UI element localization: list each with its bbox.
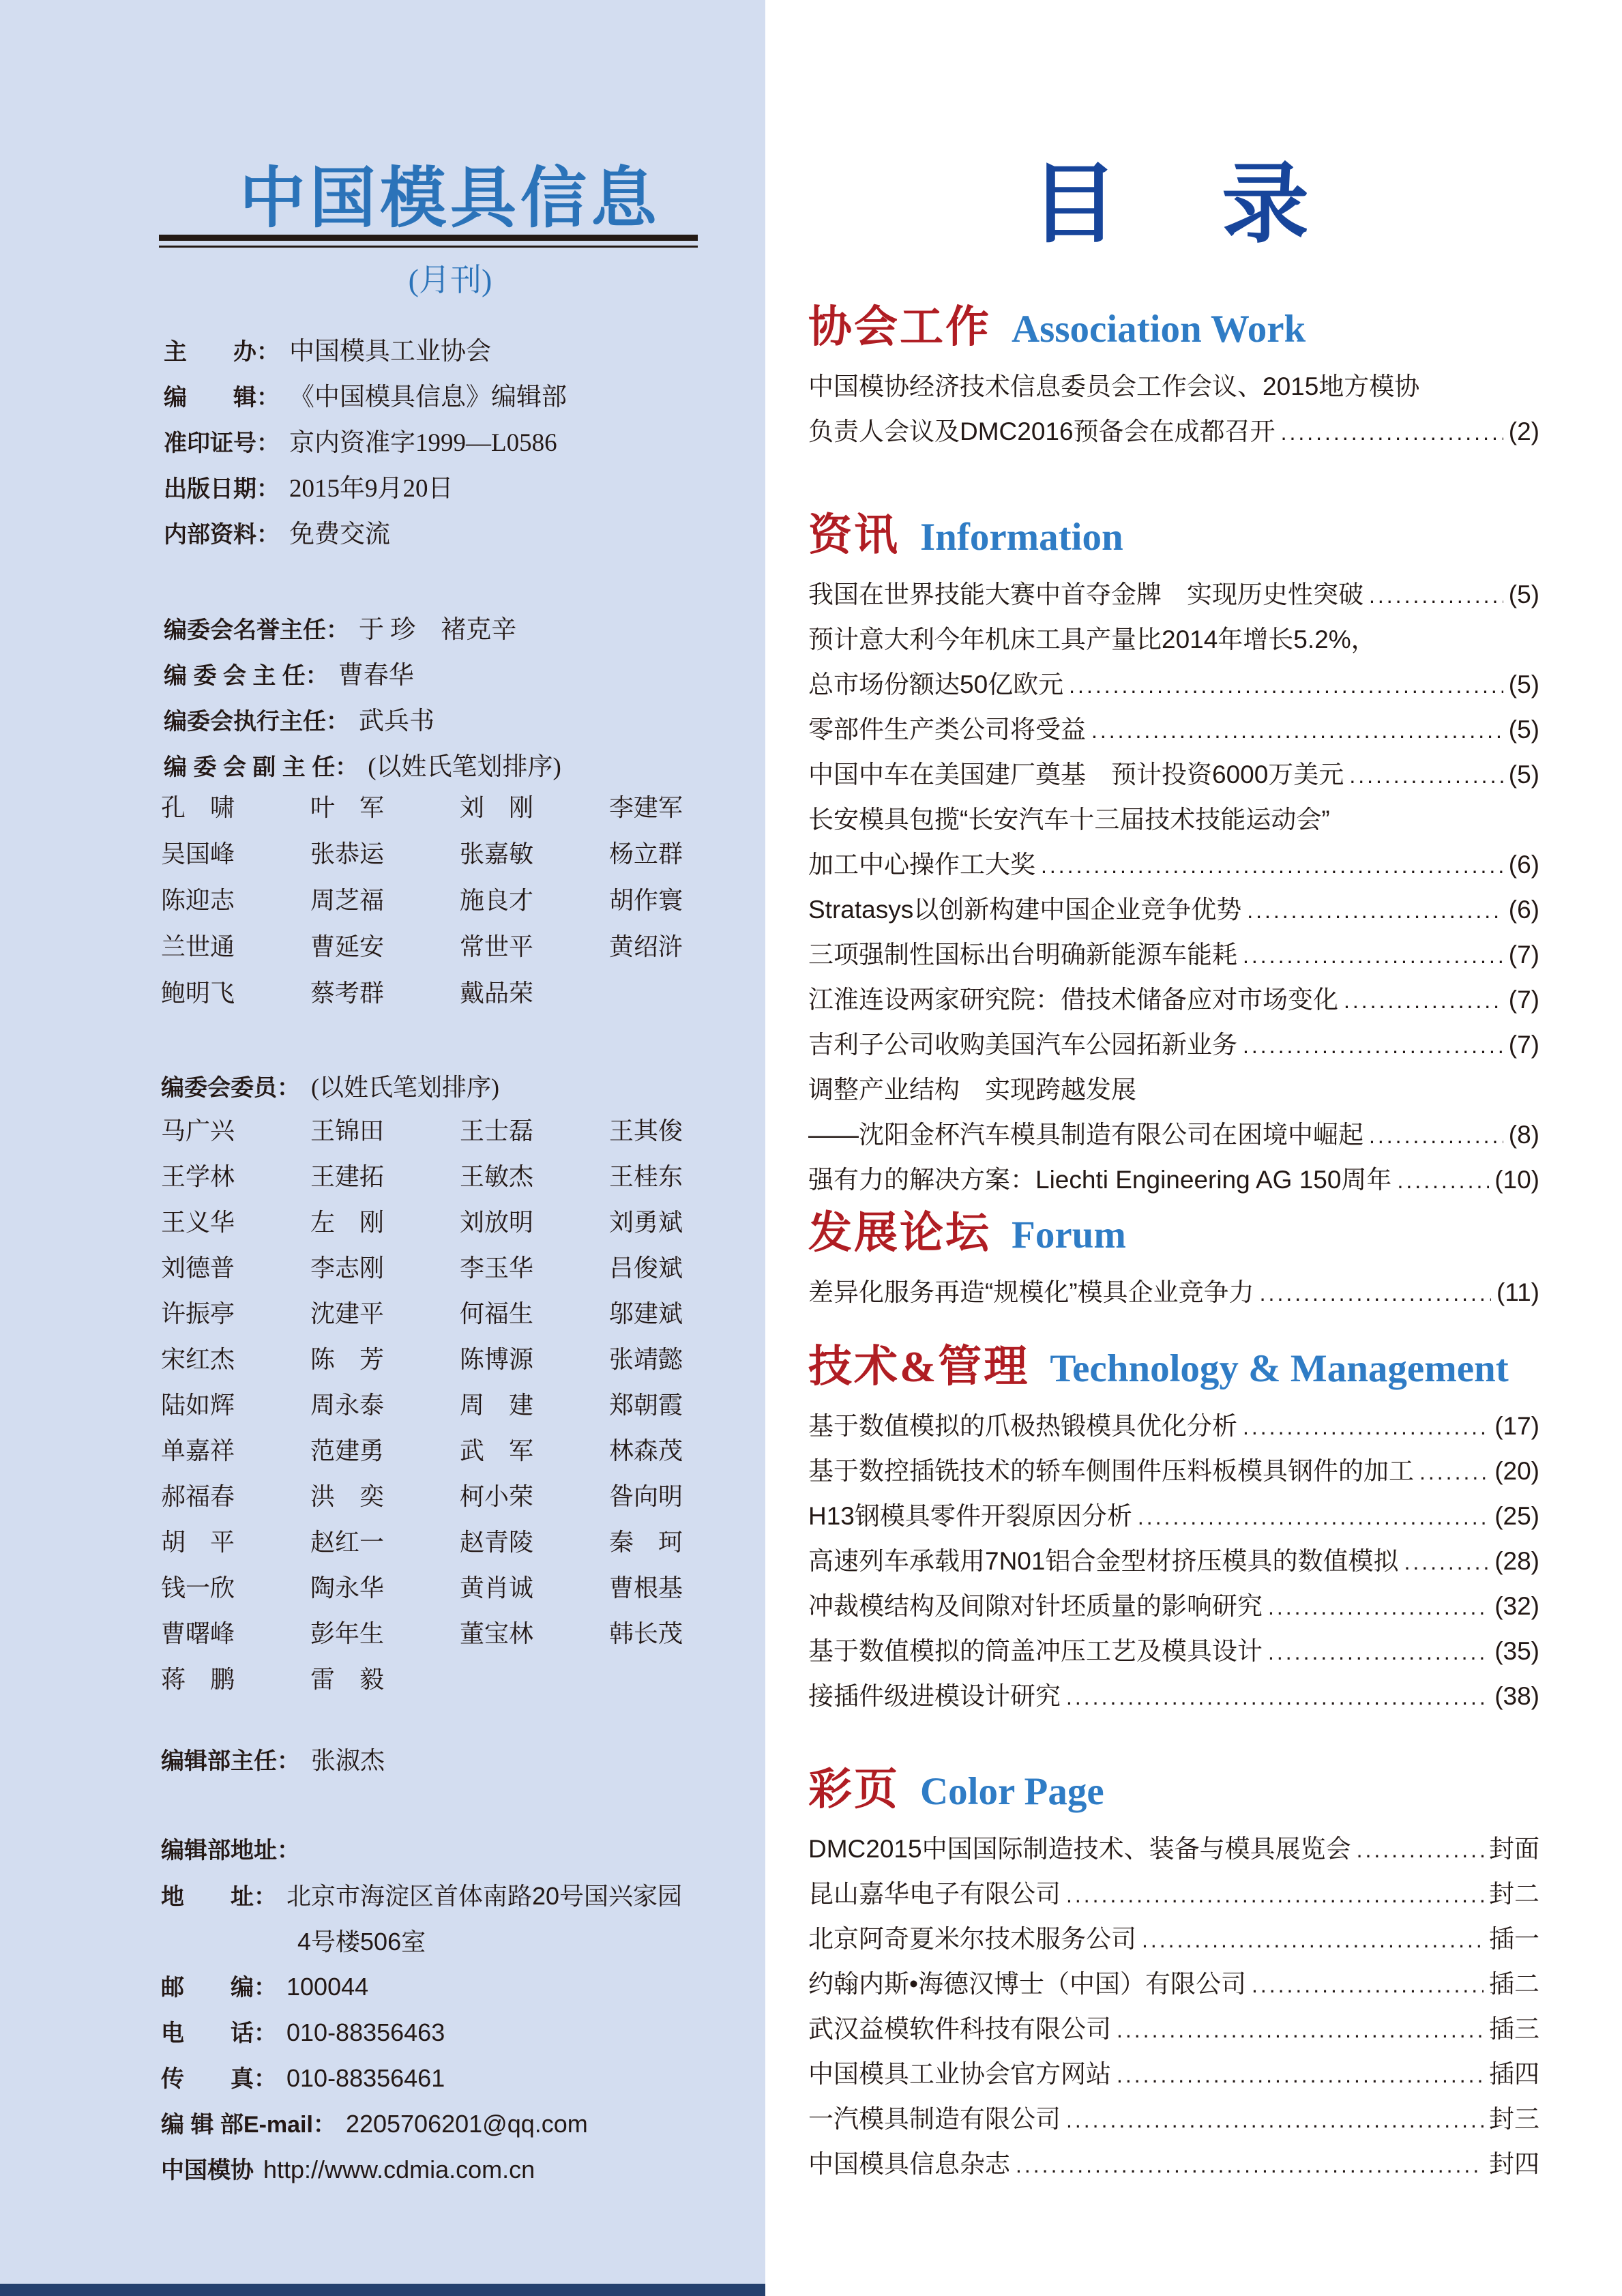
- page-number: 插二: [1489, 1970, 1539, 1998]
- member-name: 宋红杰: [161, 1346, 235, 1373]
- section-heading-technology: [808, 1331, 1539, 1405]
- toc-entry-text: ——沈阳金杯汽车模具制造有限公司在困境中崛起: [808, 1121, 1363, 1149]
- section-heading-en: Association Work: [1012, 308, 1306, 351]
- member-name: 范建勇: [310, 1437, 385, 1465]
- address-row: [161, 2014, 682, 2060]
- page-number: 插四: [1489, 2060, 1539, 2088]
- member-name: 韩长茂: [609, 1620, 683, 1647]
- member-name: 彭年生: [310, 1620, 385, 1647]
- toc-entry-text: 零部件生产类公司将受益: [808, 716, 1086, 744]
- section-association: [808, 292, 1539, 456]
- toc-entry: [808, 1963, 1539, 2008]
- toc-entry: [808, 1405, 1539, 1450]
- vice-chair-name: 叶 军: [310, 794, 385, 821]
- page-number: (38): [1494, 1682, 1539, 1710]
- toc-entry-text: 加工中心操作工大奖: [808, 851, 1035, 879]
- member-name: 邬建斌: [609, 1300, 683, 1327]
- page-number: (2): [1508, 417, 1539, 445]
- toc-entry: [808, 709, 1539, 754]
- monthly-label: (月刊): [408, 263, 492, 297]
- vice-chair-name: 兰世通: [161, 933, 235, 960]
- page-number: (5): [1508, 716, 1539, 744]
- page-number: (5): [1508, 761, 1539, 789]
- toc-entry-text: 总市场份额达50亿欧元: [808, 671, 1064, 698]
- page-number: (32): [1494, 1592, 1539, 1620]
- toc-entry-text: 接插件级进模设计研究: [808, 1682, 1061, 1710]
- toc-entry-text: 高速列车承载用7N01铝合金型材挤压模具的数值模拟: [808, 1547, 1399, 1575]
- member-name: 王义华: [161, 1209, 235, 1236]
- board-row: [164, 700, 561, 746]
- board-row: [164, 608, 561, 654]
- vice-chair-name: 陈迎志: [161, 887, 235, 914]
- member-name: 单嘉祥: [161, 1437, 235, 1465]
- section-colorpage: [808, 1754, 1539, 2188]
- address-row-label: 电 话：: [161, 2020, 277, 2046]
- page-number: 封四: [1489, 2150, 1539, 2178]
- toc-entry: [808, 2143, 1539, 2188]
- section-forum: [808, 1198, 1539, 1316]
- toc-entry-text: 冲裁模结构及间隙对针坯质量的影响研究: [808, 1592, 1263, 1620]
- toc-entry: [808, 844, 1539, 889]
- page-number: (7): [1508, 986, 1539, 1014]
- toc-entry-text: 一汽模具制造有限公司: [808, 2105, 1061, 2133]
- committee-members-note: (以姓氏笔划排序): [311, 1074, 499, 1101]
- member-name: 左 刚: [310, 1209, 385, 1236]
- masthead-sidebar: [0, 0, 765, 2296]
- committee-members-grid: [161, 1112, 758, 1706]
- address-row: [161, 2151, 682, 2197]
- page-number: (8): [1508, 1121, 1539, 1149]
- pub-info-row: [164, 330, 567, 376]
- page-number: 封面: [1489, 1835, 1539, 1863]
- page-number: 插三: [1489, 2015, 1539, 2043]
- toc-entries-colorpage: [808, 1828, 1539, 2188]
- toc-entry-text: DMC2015中国国际制造技术、装备与模具展览会: [808, 1835, 1351, 1863]
- editor-director-name: 张淑杰: [311, 1747, 385, 1774]
- toc-entry-text: 预计意大利今年机床工具产量比2014年增长5.2%，: [808, 625, 1376, 653]
- dot-leader: [1252, 1973, 1484, 1998]
- member-name: 王其俊: [609, 1117, 683, 1145]
- vice-chair-name: 胡作寰: [609, 887, 683, 914]
- member-name: 陶永华: [310, 1574, 385, 1602]
- vice-chair-name: 戴品荣: [460, 980, 534, 1007]
- toc-entries-association: [808, 366, 1539, 456]
- editor-director-row: [161, 1741, 385, 1776]
- section-heading-cn: 技术&管理: [808, 1342, 1030, 1391]
- dot-leader: [1369, 1123, 1503, 1149]
- pub-info-row: [164, 422, 567, 467]
- section-heading-forum: [808, 1198, 1539, 1271]
- board-row-label: 编委会名誉主任：: [164, 617, 349, 643]
- section-heading-en: Color Page: [920, 1770, 1104, 1813]
- dot-leader: [1016, 2153, 1484, 2178]
- member-name: 吕俊斌: [609, 1254, 683, 1282]
- table-of-contents: [808, 0, 1539, 2296]
- toc-entry-text: 江淮连设两家研究院：借技术储备应对市场变化: [808, 986, 1338, 1014]
- vice-chair-name: 李建军: [609, 794, 683, 821]
- toc-entry-text: 强有力的解决方案：Liechti Engineering AG 150周年: [808, 1166, 1392, 1194]
- dot-leader: [1117, 2063, 1484, 2088]
- member-name: 曹曙峰: [161, 1620, 235, 1647]
- board-row: [164, 654, 561, 700]
- toc-entry-text: 中国模具工业协会官方网站: [808, 2060, 1111, 2088]
- dot-leader: [1260, 1281, 1491, 1306]
- member-name: 周 建: [460, 1392, 534, 1419]
- page-number: (5): [1508, 580, 1539, 608]
- dot-leader: [1243, 943, 1503, 969]
- vice-chair-name: 刘 刚: [460, 794, 534, 821]
- member-name: 许振亭: [161, 1300, 235, 1327]
- member-name: 董宝林: [460, 1620, 534, 1647]
- page-number: 封二: [1489, 1880, 1539, 1908]
- dot-leader: [1344, 988, 1503, 1014]
- toc-entry: [808, 889, 1539, 934]
- toc-entry: [808, 2053, 1539, 2098]
- address-block: [161, 1877, 682, 2197]
- page-number: (6): [1508, 851, 1539, 879]
- vice-chair-name: 杨立群: [609, 840, 683, 868]
- toc-entry: [808, 1450, 1539, 1495]
- board-row-label: 编 委 会 副 主 任：: [164, 754, 359, 780]
- address-row-value: http://www.cdmia.com.cn: [263, 2155, 535, 2183]
- toc-entry: [808, 934, 1539, 979]
- pub-info-row-value: 免费交流: [289, 520, 390, 548]
- toc-entry-text: 武汉益模软件科技有限公司: [808, 2015, 1111, 2043]
- toc-entry: [808, 1069, 1539, 1114]
- dot-leader: [1268, 1640, 1489, 1665]
- dot-leader: [1069, 673, 1503, 698]
- toc-entry: [808, 1675, 1539, 1720]
- member-name: 赵红一: [310, 1529, 385, 1556]
- toc-entry: [808, 664, 1539, 709]
- member-name: 王学林: [161, 1163, 235, 1190]
- address-row: [161, 2106, 682, 2151]
- member-name: 曹根基: [609, 1574, 683, 1602]
- member-name: 雷 毅: [310, 1666, 385, 1693]
- vice-chair-name: 曹延安: [310, 933, 385, 960]
- toc-entries-information: [808, 574, 1539, 1204]
- toc-entry: [808, 1114, 1539, 1159]
- pub-info-row-label: 准印证号：: [164, 430, 280, 456]
- board-row-value: 武兵书: [359, 707, 434, 735]
- member-name: 刘放明: [460, 1209, 534, 1236]
- vice-chair-name: 孔 啸: [161, 794, 235, 821]
- vice-chair-name: 周芝福: [310, 887, 385, 914]
- member-name: 黄肖诚: [460, 1574, 534, 1602]
- pub-info-row: [164, 467, 567, 513]
- board-row: [164, 746, 561, 791]
- toc-entry-text: Stratasys以创新构建中国企业竞争优势: [808, 896, 1242, 924]
- address-row-value: 010-88356461: [286, 2064, 445, 2092]
- member-name: 王敏杰: [460, 1163, 534, 1190]
- toc-entry-text: 约翰内斯•海德汉博士（中国）有限公司: [808, 1970, 1246, 1998]
- section-technology: [808, 1331, 1539, 1720]
- address-row-value: 010-88356463: [286, 2018, 445, 2046]
- dot-leader: [1066, 2108, 1484, 2133]
- dot-leader: [1357, 1838, 1484, 1863]
- page-number: (7): [1508, 941, 1539, 969]
- toc-entry: [808, 799, 1539, 844]
- page-number: (5): [1508, 671, 1539, 698]
- member-name: 王建拓: [310, 1163, 385, 1190]
- toc-entry: [808, 1630, 1539, 1675]
- vice-chair-name: 蔡考群: [310, 980, 385, 1007]
- section-information: [808, 500, 1539, 1204]
- dot-leader: [1138, 1505, 1489, 1530]
- toc-entry-text: 昆山嘉华电子有限公司: [808, 1880, 1061, 1908]
- dot-leader: [1404, 1550, 1489, 1575]
- committee-members-label: 编委会委员：: [161, 1075, 300, 1101]
- page-number: (11): [1496, 1278, 1539, 1306]
- dot-leader: [1243, 1033, 1503, 1059]
- address-row-label: 邮 编：: [161, 1975, 277, 2001]
- member-name: 秦 珂: [609, 1529, 683, 1556]
- toc-entry: [808, 754, 1539, 799]
- vice-chair-name: [609, 974, 758, 1020]
- toc-entry: [808, 979, 1539, 1024]
- dot-leader: [1091, 718, 1503, 744]
- address-row: [161, 1969, 682, 2014]
- member-name: 王桂东: [609, 1163, 683, 1190]
- member-name: 周永泰: [310, 1392, 385, 1419]
- dot-leader: [1142, 1928, 1484, 1953]
- toc-entry: [808, 574, 1539, 619]
- editorial-board-block: [164, 608, 561, 791]
- section-heading-cn: 发展论坛: [808, 1209, 991, 1257]
- member-name: 马广兴: [161, 1117, 235, 1145]
- toc-entry-text: 吉利子公司收购美国汽车公园拓新业务: [808, 1031, 1237, 1059]
- toc-entry-text: 我国在世界技能大赛中首夺金牌 实现历史性突破: [808, 580, 1363, 608]
- dot-leader: [1419, 1460, 1489, 1485]
- dot-leader: [1349, 763, 1503, 789]
- section-heading-en: Forum: [1012, 1213, 1126, 1256]
- toc-entries-forum: [808, 1271, 1539, 1316]
- toc-entry-text: H13钢模具零件开裂原因分析: [808, 1502, 1132, 1530]
- pub-info-row-label: 出版日期：: [164, 476, 280, 502]
- section-heading-en: Information: [920, 516, 1123, 559]
- page-number: (35): [1494, 1637, 1539, 1665]
- pub-info-row-value: 京内资准字1999—L0586: [289, 429, 557, 457]
- member-name: [460, 1660, 609, 1706]
- dot-leader: [1066, 1685, 1489, 1710]
- pub-info-row: [164, 513, 567, 559]
- committee-members-heading: [161, 1068, 499, 1103]
- member-name: 郑朝霞: [609, 1392, 683, 1419]
- member-name: [609, 1660, 758, 1706]
- member-name: 蒋 鹏: [161, 1666, 235, 1693]
- toc-entry: [808, 2008, 1539, 2053]
- member-name: 张靖懿: [609, 1346, 683, 1373]
- dot-leader: [1066, 1883, 1484, 1908]
- toc-entry-text: 调整产业结构 实现跨越发展: [808, 1076, 1136, 1104]
- toc-entry: [808, 1873, 1539, 1918]
- member-name: 武 军: [460, 1437, 534, 1465]
- toc-entry-text: 中国模协经济技术信息委员会工作会议、2015地方模协: [808, 372, 1420, 400]
- dot-leader: [1281, 420, 1503, 445]
- pub-info-row-value: 2015年9月20日: [289, 475, 454, 503]
- address-row-value: 2205706201@qq.com: [345, 2110, 588, 2138]
- editor-director-label: 编辑部主任：: [161, 1748, 300, 1774]
- toc-entry: [808, 411, 1539, 456]
- member-name: 昝向明: [609, 1483, 683, 1510]
- toc-entry-text: 三项强制性国标出台明确新能源车能耗: [808, 941, 1237, 969]
- board-row-label: 编 委 会 主 任：: [164, 663, 329, 689]
- address-row-value: 4号楼506室: [297, 1928, 426, 1956]
- vice-chair-name: 张恭运: [310, 840, 385, 868]
- dot-leader: [1041, 853, 1503, 879]
- toc-entry-text: 北京阿奇夏米尔技术服务公司: [808, 1925, 1136, 1953]
- section-heading-cn: 彩页: [808, 1765, 900, 1814]
- page-number: (28): [1494, 1547, 1539, 1575]
- address-row-value: 北京市海淀区首体南路20号国兴家园: [286, 1882, 683, 1910]
- member-name: 钱一欣: [161, 1574, 235, 1602]
- page-number: (17): [1494, 1412, 1539, 1440]
- footer-bar: [0, 2284, 765, 2296]
- toc-entry: [808, 1828, 1539, 1873]
- member-name: 刘德普: [161, 1254, 235, 1282]
- address-row-label: 地 址：: [161, 1884, 277, 1910]
- board-row-value: 曹春华: [338, 662, 414, 690]
- member-name: 郝福春: [161, 1483, 235, 1510]
- toc-entry: [808, 1495, 1539, 1540]
- member-name: 李玉华: [460, 1254, 534, 1282]
- pub-info-row-value: 《中国模具信息》编辑部: [289, 383, 567, 411]
- page-number: 封三: [1489, 2105, 1539, 2133]
- section-heading-en: Technology & Management: [1050, 1347, 1509, 1390]
- member-name: 洪 奕: [310, 1483, 385, 1510]
- toc-entry: [808, 1540, 1539, 1585]
- page-number: (6): [1508, 896, 1539, 924]
- section-heading-colorpage: [808, 1754, 1539, 1828]
- address-row: [161, 1923, 682, 1969]
- toc-entry: [808, 1024, 1539, 1069]
- address-row-value: 100044: [286, 1973, 369, 2001]
- member-name: 李志刚: [310, 1254, 385, 1282]
- address-row-label: 传 真：: [161, 2066, 277, 2092]
- member-name: 刘勇斌: [609, 1209, 683, 1236]
- toc-entry-text: 中国模具信息杂志: [808, 2150, 1010, 2178]
- page-number: (25): [1494, 1502, 1539, 1530]
- toc-entry-text: 基于数控插铣技术的轿车侧围件压料板模具钢件的加工: [808, 1457, 1414, 1485]
- toc-entry-text: 中国中车在美国建厂奠基 预计投资6000万美元: [808, 761, 1344, 789]
- address-row: [161, 1877, 682, 1923]
- toc-entries-technology: [808, 1405, 1539, 1720]
- pub-info-row-label: 编 辑：: [164, 385, 280, 411]
- toc-entry: [808, 1918, 1539, 1963]
- page-number: (20): [1494, 1457, 1539, 1485]
- address-row: [161, 2060, 682, 2106]
- magazine-title: 中国模具信息: [239, 161, 661, 235]
- board-row-value: (以姓氏笔划排序): [368, 753, 561, 781]
- pub-info-row-value: 中国模具工业协会: [289, 338, 491, 366]
- toc-entry: [808, 619, 1539, 664]
- member-name: 陈博源: [460, 1346, 534, 1373]
- title-divider-rule: [159, 235, 698, 248]
- dot-leader: [1117, 2018, 1484, 2043]
- member-name: 王士磊: [460, 1117, 534, 1145]
- member-name: 林森茂: [609, 1437, 683, 1465]
- toc-title: 目 录: [1030, 156, 1317, 253]
- member-name: 王锦田: [310, 1117, 385, 1145]
- member-name: 柯小荣: [460, 1483, 534, 1510]
- page-number: (7): [1508, 1031, 1539, 1059]
- dot-leader: [1268, 1595, 1489, 1620]
- address-header: 编辑部地址：: [161, 1838, 300, 1864]
- pub-info-row: [164, 376, 567, 422]
- pub-info-row-label: 主 办：: [164, 339, 280, 365]
- dot-leader: [1243, 1415, 1489, 1440]
- member-name: 沈建平: [310, 1300, 385, 1327]
- toc-entry: [808, 366, 1539, 411]
- address-row-label: 编 辑 部E-mail：: [161, 2112, 336, 2138]
- section-heading-association: [808, 292, 1539, 366]
- vice-chair-name: 常世平: [460, 933, 534, 960]
- dot-leader: [1369, 583, 1503, 608]
- page-number: (10): [1494, 1166, 1539, 1194]
- vice-chair-name: 张嘉敏: [460, 840, 534, 868]
- toc-entry: [808, 2098, 1539, 2143]
- page-number: 插一: [1489, 1925, 1539, 1953]
- section-heading-information: [808, 500, 1539, 574]
- vice-chair-name: 施良才: [460, 887, 534, 914]
- vice-chairs-grid: [161, 789, 758, 1020]
- toc-entry: [808, 1585, 1539, 1630]
- vice-chair-name: 黄绍浒: [609, 933, 683, 960]
- publication-info-block: [164, 330, 567, 559]
- toc-entry-text: 长安模具包揽“长安汽车十三届技术技能运动会”: [808, 806, 1330, 834]
- address-row-label: 中国模协: [161, 2158, 254, 2183]
- toc-entry-text: 基于数值模拟的爪极热锻模具优化分析: [808, 1412, 1237, 1440]
- dot-leader: [1397, 1168, 1489, 1194]
- member-name: 陈 芳: [310, 1346, 385, 1373]
- vice-chair-name: 吴国峰: [161, 840, 235, 868]
- vice-chair-name: 鲍明飞: [161, 980, 235, 1007]
- dot-leader: [1247, 898, 1503, 924]
- board-row-label: 编委会执行主任：: [164, 709, 349, 735]
- member-name: 赵青陵: [460, 1529, 534, 1556]
- section-heading-cn: 协会工作: [808, 303, 991, 351]
- board-row-value: 于 珍 褚克辛: [359, 616, 517, 644]
- toc-entry-text: 负责人会议及DMC2016预备会在成都召开: [808, 417, 1276, 445]
- toc-entry-text: 基于数值模拟的筒盖冲压工艺及模具设计: [808, 1637, 1263, 1665]
- member-name: 何福生: [460, 1300, 534, 1327]
- pub-info-row-label: 内部资料：: [164, 522, 280, 548]
- member-name: 陆如辉: [161, 1392, 235, 1419]
- toc-entry-text: 差异化服务再造“规模化”模具企业竞争力: [808, 1278, 1254, 1306]
- toc-entry: [808, 1271, 1539, 1316]
- section-heading-cn: 资讯: [808, 511, 900, 559]
- member-name: 胡 平: [161, 1529, 235, 1556]
